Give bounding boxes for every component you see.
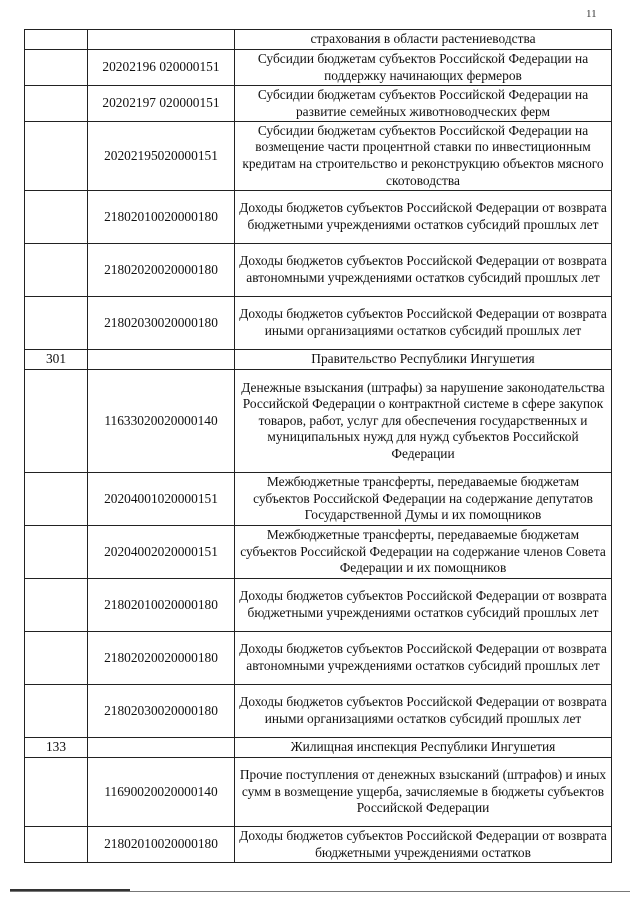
revenue-name-cell: Доходы бюджетов субъектов Российской Федерации от возврата иными организациями остатков субсидий прошлых лет: [235, 685, 612, 738]
admin-code-cell: [25, 191, 88, 244]
revenue-code-cell: 21802010020000180: [88, 579, 235, 632]
admin-code-cell: [25, 86, 88, 122]
revenue-code-cell: 20204001020000151: [88, 473, 235, 526]
table-row: [25, 297, 612, 350]
revenue-code-cell: [88, 738, 235, 758]
admin-code-cell: [25, 685, 88, 738]
footer-rule: [10, 891, 630, 892]
admin-code-cell: [25, 30, 88, 50]
table-row: [25, 30, 612, 50]
admin-code-cell: [25, 526, 88, 579]
table-body: [25, 30, 612, 863]
revenue-name-cell: Субсидии бюджетам субъектов Российской Федерации на поддержку начинающих фермеров: [235, 50, 612, 86]
table-row: [25, 86, 612, 122]
table-row: [25, 579, 612, 632]
admin-code-cell: [25, 579, 88, 632]
admin-code-cell: [25, 244, 88, 297]
revenue-name-cell: Доходы бюджетов субъектов Российской Федерации от возврата иными организациями остатков субсидий прошлых лет: [235, 297, 612, 350]
revenue-name-cell: страхования в области растениеводства: [235, 30, 612, 50]
revenue-code-cell: 20202197 020000151: [88, 86, 235, 122]
table-row: [25, 191, 612, 244]
table-row: [25, 632, 612, 685]
table-row: [25, 122, 612, 191]
admin-code-cell: [25, 370, 88, 473]
revenue-code-cell: 21802030020000180: [88, 297, 235, 350]
footer-rule-dark: [10, 889, 130, 891]
revenue-code-cell: 21802010020000180: [88, 827, 235, 863]
revenue-code-cell: [88, 30, 235, 50]
revenue-name-cell: Денежные взыскания (штрафы) за нарушение законодательства Российской Федерации о контрактной системе в сфере закупок товаров, работ, услуг для обеспечения государственных и муниципальных нужд для нужд субъектов Российской Федерации: [235, 370, 612, 473]
revenue-code-cell: [88, 350, 235, 370]
admin-code-cell: [25, 473, 88, 526]
revenue-name-cell: Правительство Республики Ингушетия: [235, 350, 612, 370]
page-number: 11: [586, 8, 597, 20]
revenue-name-cell: Межбюджетные трансферты, передаваемые бюджетам субъектов Российской Федерации на содержание членов Совета Федерации и их помощников: [235, 526, 612, 579]
admin-code-cell: [25, 50, 88, 86]
revenue-name-cell: Субсидии бюджетам субъектов Российской Федерации на возмещение части процентной ставки по инвестиционным кредитам на строительство и реконструкцию объектов мясного скотоводства: [235, 122, 612, 191]
revenue-name-cell: Субсидии бюджетам субъектов Российской Федерации на развитие семейных животноводческих ферм: [235, 86, 612, 122]
revenue-code-cell: 21802020020000180: [88, 632, 235, 685]
revenue-name-cell: Доходы бюджетов субъектов Российской Федерации от возврата бюджетными учреждениями остатков: [235, 827, 612, 863]
table-row: [25, 370, 612, 473]
revenue-code-cell: 20204002020000151: [88, 526, 235, 579]
table-row: [25, 685, 612, 738]
table-row: [25, 526, 612, 579]
revenue-name-cell: Межбюджетные трансферты, передаваемые бюджетам субъектов Российской Федерации на содержание депутатов Государственной Думы и их помощников: [235, 473, 612, 526]
revenue-name-cell: Доходы бюджетов субъектов Российской Федерации от возврата бюджетными учреждениями остатков субсидий прошлых лет: [235, 191, 612, 244]
table-row: [25, 827, 612, 863]
table-section-row: [25, 738, 612, 758]
table-section-row: [25, 350, 612, 370]
revenue-name-cell: Доходы бюджетов субъектов Российской Федерации от возврата автономными учреждениями остатков субсидий прошлых лет: [235, 632, 612, 685]
table-row: [25, 758, 612, 827]
admin-code-cell: [25, 827, 88, 863]
revenue-code-cell: 21802030020000180: [88, 685, 235, 738]
revenue-code-cell: 21802010020000180: [88, 191, 235, 244]
admin-code-cell: [25, 297, 88, 350]
revenue-name-cell: Доходы бюджетов субъектов Российской Федерации от возврата автономными учреждениями остатков субсидий прошлых лет: [235, 244, 612, 297]
revenue-code-cell: 11633020020000140: [88, 370, 235, 473]
admin-code-cell: 301: [25, 350, 88, 370]
table-row: [25, 473, 612, 526]
revenue-code-cell: 20202195020000151: [88, 122, 235, 191]
admin-code-cell: 133: [25, 738, 88, 758]
revenue-code-cell: 20202196 020000151: [88, 50, 235, 86]
revenue-code-cell: 11690020020000140: [88, 758, 235, 827]
revenue-code-cell: 21802020020000180: [88, 244, 235, 297]
admin-code-cell: [25, 758, 88, 827]
revenue-codes-table: [24, 29, 612, 863]
revenue-name-cell: Прочие поступления от денежных взысканий (штрафов) и иных сумм в возмещение ущерба, зачисляемые в бюджеты субъектов Российской Федерации: [235, 758, 612, 827]
table-row: [25, 244, 612, 297]
table-row: [25, 50, 612, 86]
admin-code-cell: [25, 632, 88, 685]
admin-code-cell: [25, 122, 88, 191]
revenue-name-cell: Доходы бюджетов субъектов Российской Федерации от возврата бюджетными учреждениями остатков субсидий прошлых лет: [235, 579, 612, 632]
revenue-name-cell: Жилищная инспекция Республики Ингушетия: [235, 738, 612, 758]
